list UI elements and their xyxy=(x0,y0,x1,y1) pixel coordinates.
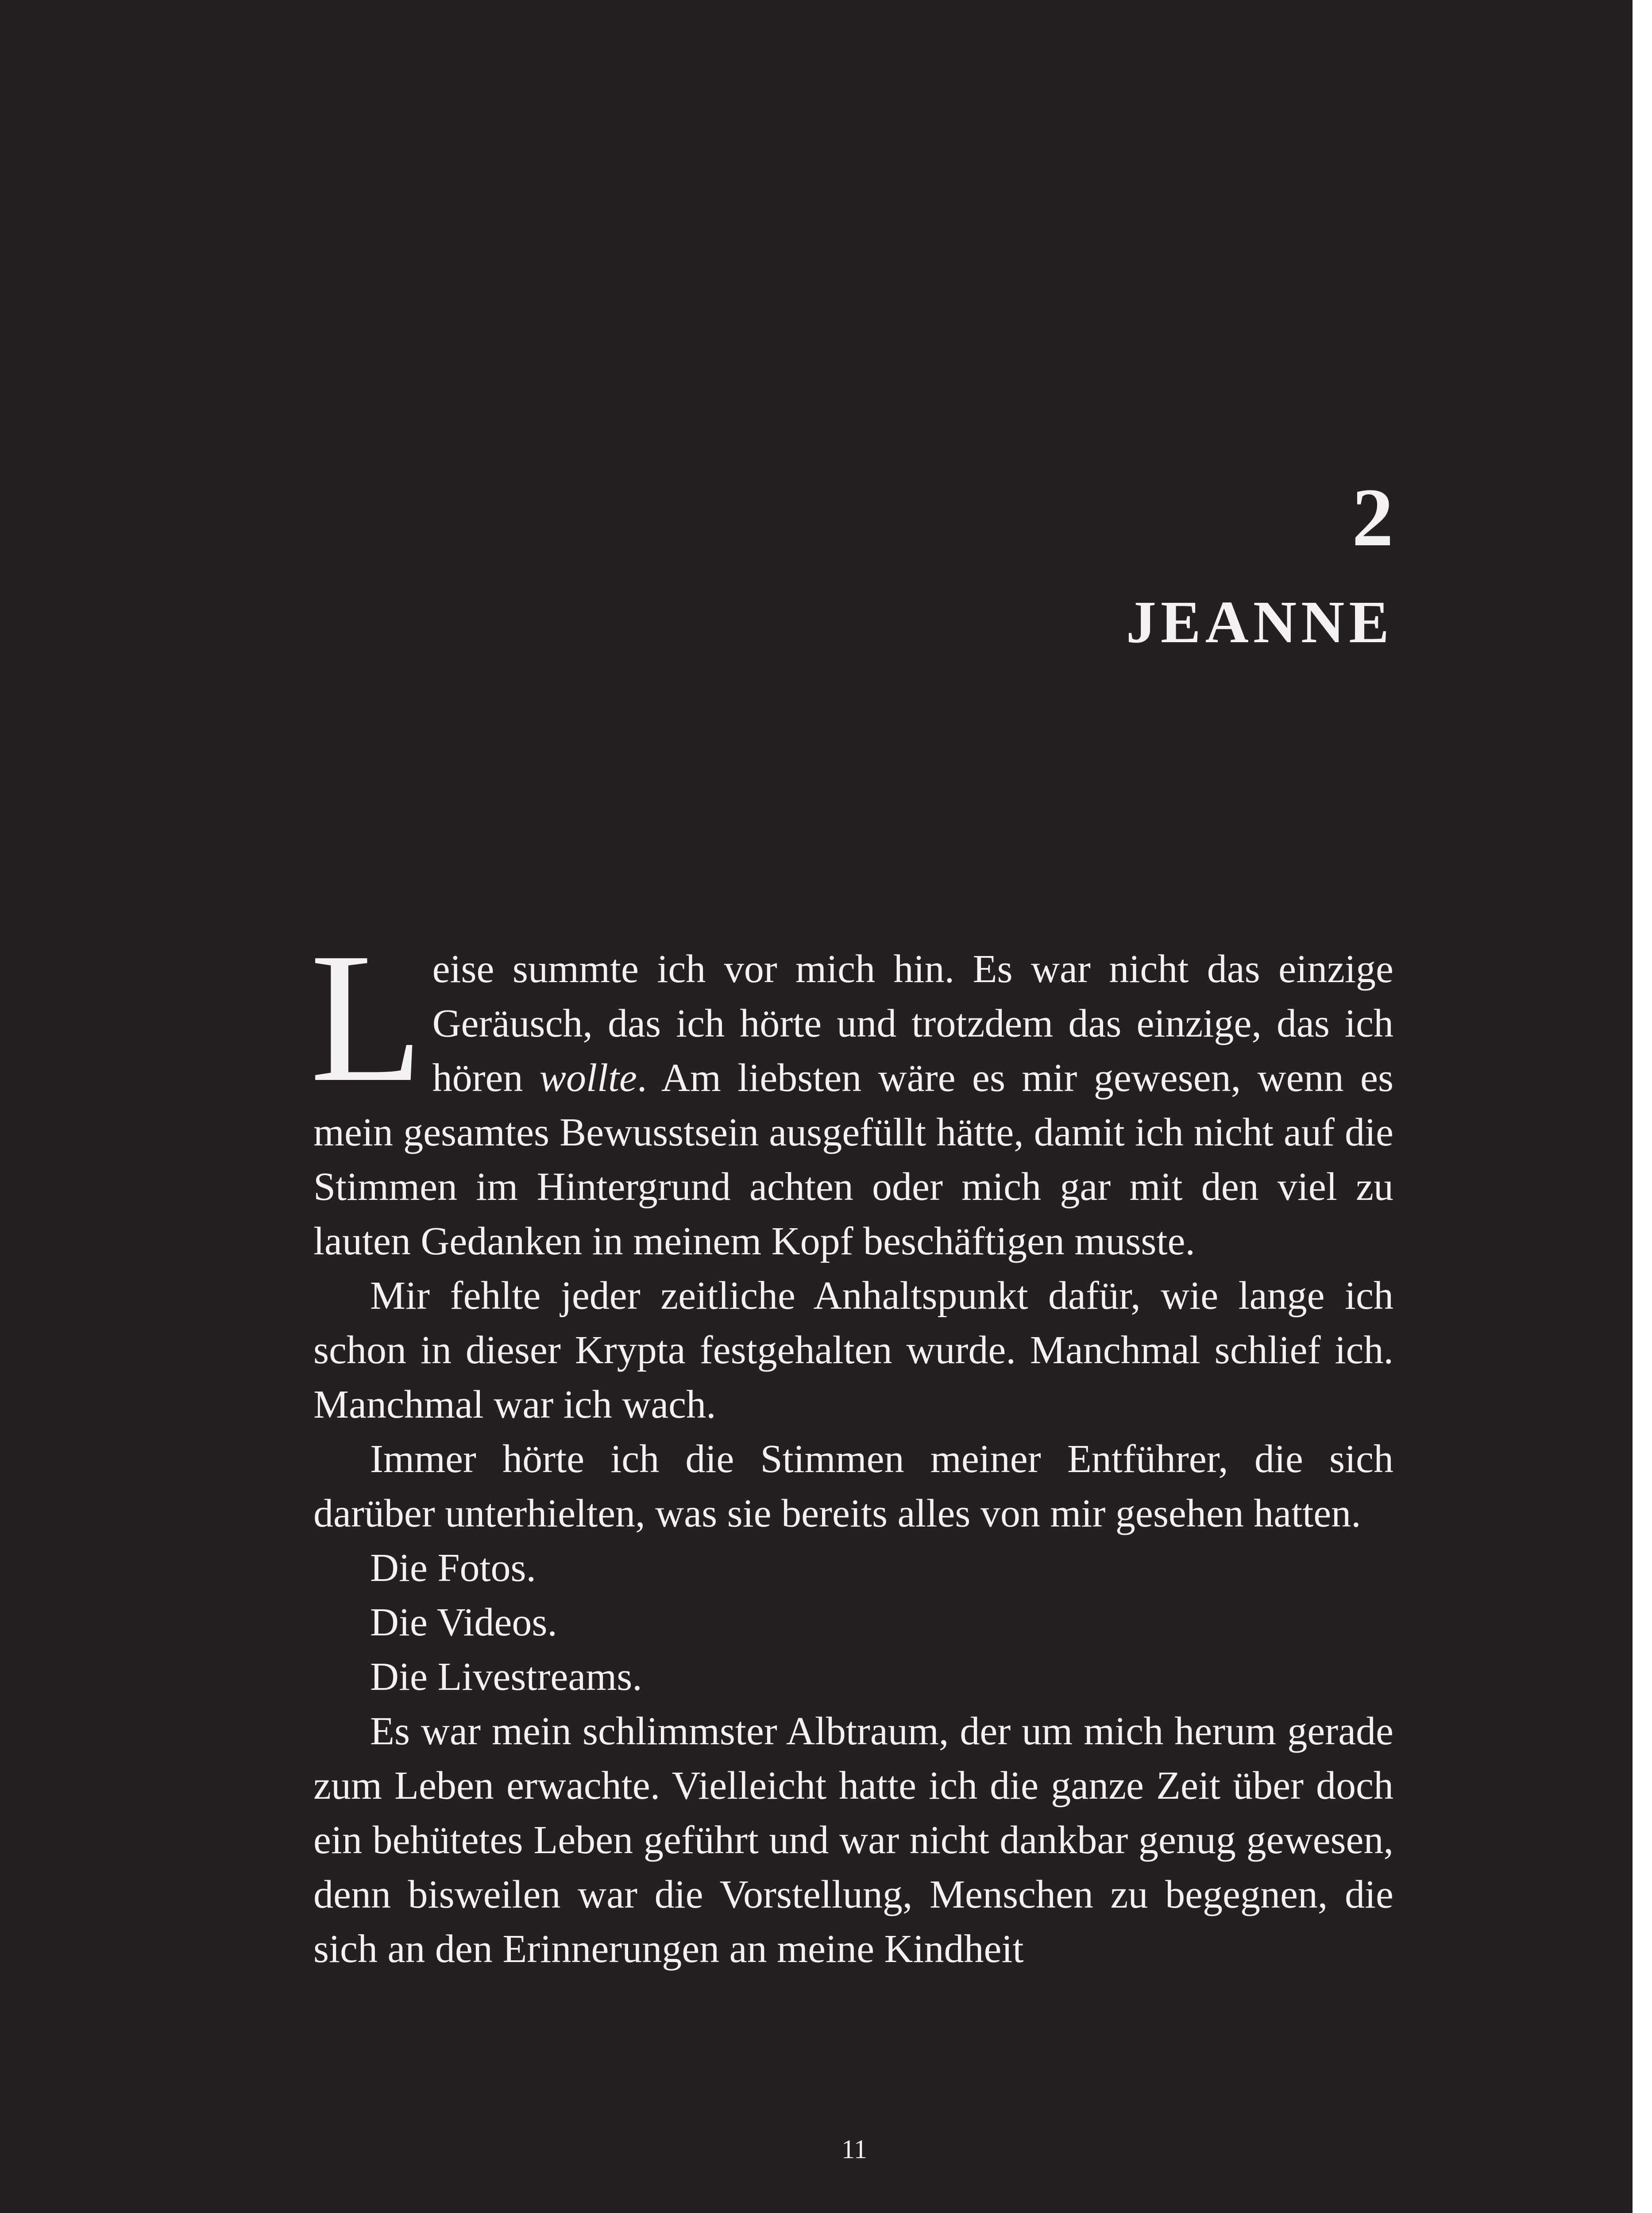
chapter-number: 2 xyxy=(1352,471,1393,563)
paragraph: Immer hörte ich die Stimmen meiner Entführer, die sich darüber unterhielten, was sie bereits alles von mir gesehen hatten. xyxy=(313,1437,1393,1535)
paragraph: Die Livestreams. xyxy=(370,1655,642,1699)
paragraph xyxy=(310,914,1393,1268)
body-text xyxy=(310,914,1393,1976)
paragraph: Die Videos. xyxy=(370,1600,557,1644)
paragraph: Es war mein schlimmster Albtraum, der um mich herum gerade zum Leben erwachte. Vielleicht hatte ich die ganze Zeit über doch ein behütetes Leben geführt und war nicht dankbar genug gewesen, denn bisweilen war die Vorstellung, Menschen zu begegnen, die sich an den Erinnerungen an meine Kindheit xyxy=(313,1709,1393,1971)
chapter-title: JEANNE xyxy=(1126,589,1393,655)
drop-cap: L xyxy=(310,914,424,1120)
paragraph: Die Fotos. xyxy=(370,1546,537,1590)
paragraph-text: . Am liebsten wäre es mir gewesen, wenn es mein gesamtes Bewusstsein ausgefüllt hätte, damit ich nicht auf die Stimmen im Hintergrund achten oder mich gar mit den viel zu lauten Gedanken in meinem Kopf beschäftigen musste. xyxy=(313,1056,1393,1263)
emphasized-word: wollte xyxy=(539,1056,637,1100)
page-number: 11 xyxy=(841,2135,867,2164)
paragraph-text: eise summte ich vor mich hin. Es war nicht das einzige Geräusch, das ich hörte und trotzdem das einzige, das ich hören xyxy=(432,947,1393,1100)
paragraph: Mir fehlte jeder zeitliche Anhaltspunkt dafür, wie lange ich schon in dieser Krypta festgehalten wurde. Manchmal schlief ich. Manchmal war ich wach. xyxy=(313,1274,1393,1426)
